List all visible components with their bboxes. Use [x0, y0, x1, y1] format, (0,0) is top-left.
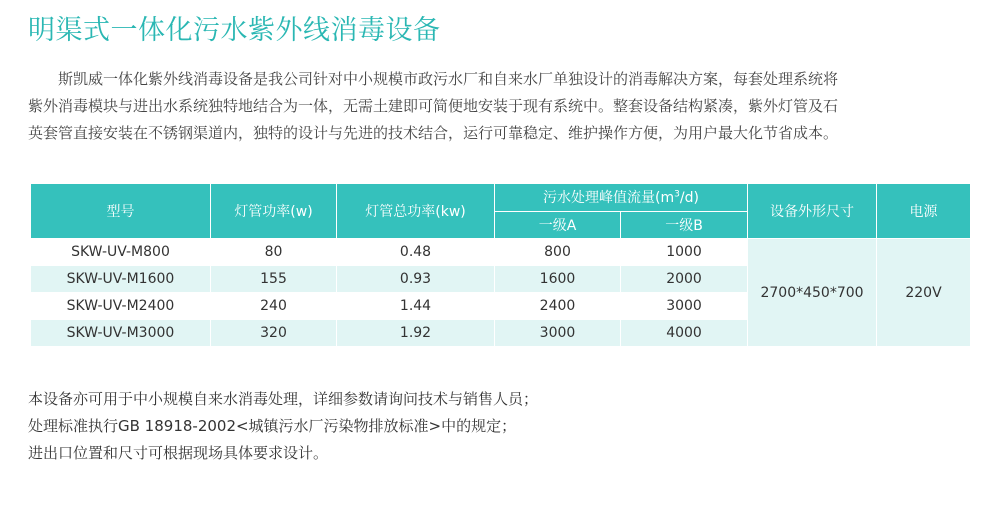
intro-line: 斯凯威一体化紫外线消毒设备是我公司针对中小规模市政污水厂和自来水厂单独设计的消毒解决方案，每套处理系统将: [58, 70, 839, 88]
cell-lamp-power: 155: [211, 266, 337, 293]
cell-grade-a: 2400: [495, 293, 621, 320]
cell-grade-b: 1000: [621, 239, 748, 266]
cell-total-power: 0.48: [337, 239, 495, 266]
notes-section: [28, 386, 538, 467]
cell-model: SKW-UV-M800: [31, 239, 211, 266]
header-peak-flow-unit: /d): [679, 190, 699, 207]
intro-line: 紫外消毒模块与进出水系统独特地结合为一体，无需土建即可简便地安装于现有系统中。整套设备结构紧凑，紫外灯管及石: [28, 97, 839, 115]
cell-dimensions: 2700*450*700: [748, 239, 877, 347]
cell-grade-a: 1600: [495, 266, 621, 293]
cell-model: SKW-UV-M1600: [31, 266, 211, 293]
cell-lamp-power: 240: [211, 293, 337, 320]
cell-grade-a: 3000: [495, 320, 621, 347]
header-total-power: 灯管总功率(kw): [337, 184, 495, 239]
cell-total-power: 0.93: [337, 266, 495, 293]
page-title: 明渠式一体化污水紫外线消毒设备: [28, 15, 441, 46]
cell-grade-b: 4000: [621, 320, 748, 347]
note-line: 处理标准执行GB 18918-2002<城镇污水厂污染物排放标准>中的规定；: [28, 417, 517, 435]
header-peak-flow: [495, 184, 748, 212]
intro-line: 英套管直接安装在不锈钢渠道内，独特的设计与先进的技术结合，运行可靠稳定、维护操作方便，为用户最大化节省成本。: [28, 124, 839, 142]
note-line: 本设备亦可用于中小规模自来水消毒处理，详细参数请询问技术与销售人员；: [28, 390, 539, 408]
note-line: 进出口位置和尺寸可根据现场具体要求设计。: [28, 444, 329, 462]
spec-table: [30, 183, 971, 347]
cell-total-power: 1.44: [337, 293, 495, 320]
header-power-supply: 电源: [877, 184, 971, 239]
table-row: [31, 239, 971, 266]
cell-grade-b: 2000: [621, 266, 748, 293]
header-model: 型号: [31, 184, 211, 239]
cell-grade-a: 800: [495, 239, 621, 266]
intro-paragraph: [28, 66, 953, 147]
header-grade-b: 一级B: [621, 211, 748, 239]
header-peak-flow-sup: 3: [674, 189, 680, 200]
cell-grade-b: 3000: [621, 293, 748, 320]
cell-total-power: 1.92: [337, 320, 495, 347]
header-dimensions: 设备外形尺寸: [748, 184, 877, 239]
cell-power-supply: 220V: [877, 239, 971, 347]
header-grade-a: 一级A: [495, 211, 621, 239]
header-peak-flow-text: 污水处理峰值流量(m: [543, 190, 675, 207]
header-lamp-power: 灯管功率(w): [211, 184, 337, 239]
cell-lamp-power: 320: [211, 320, 337, 347]
cell-model: SKW-UV-M3000: [31, 320, 211, 347]
cell-model: SKW-UV-M2400: [31, 293, 211, 320]
cell-lamp-power: 80: [211, 239, 337, 266]
